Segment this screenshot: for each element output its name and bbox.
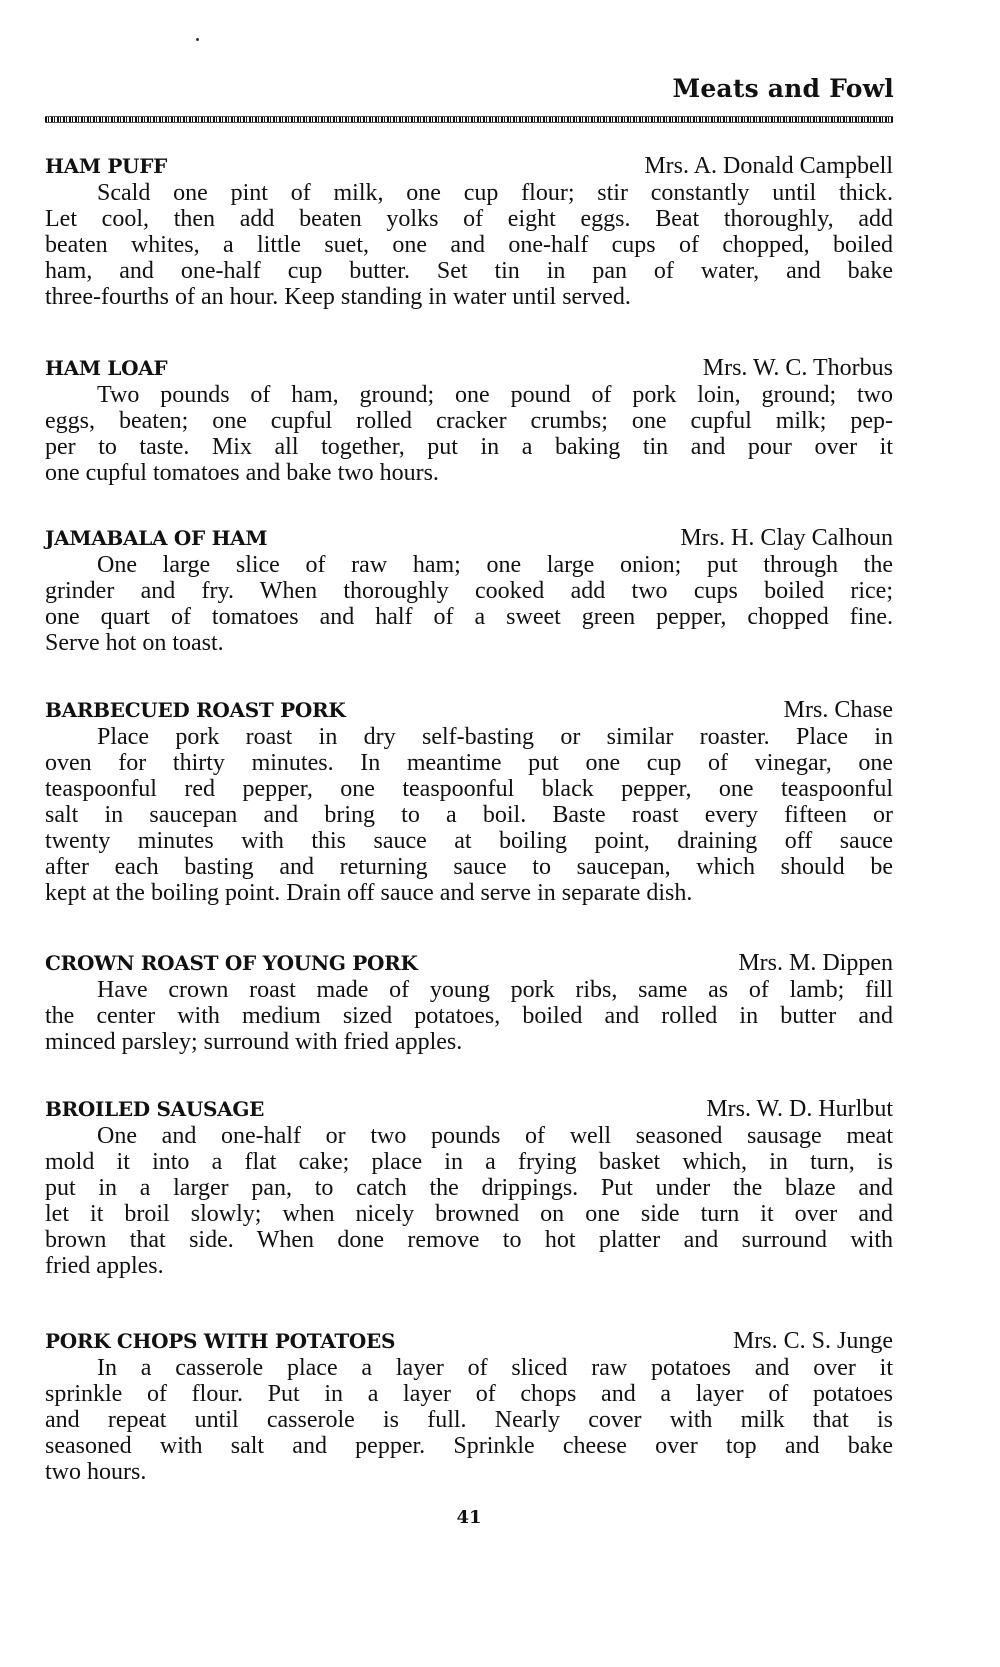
recipe-text-line: grinder and fry. When thoroughly cooked add two cups boiled rice; [45,578,893,604]
recipe-author: Mrs. W. D. Hurlbut [706,1096,893,1122]
recipe-text-line: one quart of tomatoes and half of a sweet green pepper, chopped fine. [45,604,893,630]
recipe-text-line: Serve hot on toast. [45,630,224,656]
recipe-text-line: Two pounds of ham, ground; one pound of pork loin, ground; two [97,382,893,408]
recipe [45,949,893,1055]
recipe-text-line: the center with medium sized potatoes, boiled and rolled in butter and [45,1003,893,1029]
recipe-title: CROWN ROAST OF YOUNG PORK [45,951,418,975]
recipe-text-line: One and one-half or two pounds of well seasoned sausage meat [97,1123,893,1149]
recipe-text-line: In a casserole place a layer of sliced raw potatoes and over it [97,1355,893,1381]
recipe [45,1095,893,1279]
recipe [45,354,893,486]
recipe-text-line: Scald one pint of milk, one cup flour; stir constantly until thick. [97,180,893,206]
recipe-title: BROILED SAUSAGE [45,1097,265,1121]
recipe-header [45,949,893,977]
recipe-text-line: ham, and one-half cup butter. Set tin in pan of water, and bake [45,258,893,284]
recipe-text-line: mold it into a flat cake; place in a frying basket which, in turn, is [45,1149,893,1175]
recipe-header [45,1327,893,1355]
recipe [45,696,893,906]
recipe-text-line: and repeat until casserole is full. Nearly cover with milk that is [45,1407,893,1433]
recipe-text-line: teaspoonful red pepper, one teaspoonful black pepper, one teaspoonful [45,776,893,802]
page-number: 41 [456,1507,482,1528]
recipe-text-line: Let cool, then add beaten yolks of eight eggs. Beat thoroughly, add [45,206,893,232]
section-header: Meats and Fowl [672,74,894,103]
recipe-text-line: One large slice of raw ham; one large onion; put through the [97,552,893,578]
recipe-title: BARBECUED ROAST PORK [45,698,346,722]
recipe-text-line: put in a larger pan, to catch the drippings. Put under the blaze and [45,1175,893,1201]
recipe-text-line: twenty minutes with this sauce at boiling point, draining off sauce [45,828,893,854]
recipe-header [45,152,893,180]
recipe-text-line: eggs, beaten; one cupful rolled cracker crumbs; one cupful milk; pep- [45,408,893,434]
recipe-title: HAM PUFF [45,154,167,178]
decorative-rule [45,116,893,123]
recipe-text-line: fried apples. [45,1253,164,1279]
recipe-header [45,354,893,382]
recipe-text-line: kept at the boiling point. Drain off sauce and serve in separate dish. [45,880,693,906]
recipe-header [45,696,893,724]
recipe-text-line: one cupful tomatoes and bake two hours. [45,460,439,486]
recipe [45,152,893,310]
recipe-text-line: per to taste. Mix all together, put in a baking tin and pour over it [45,434,893,460]
recipe-author: Mrs. A. Donald Campbell [644,153,893,179]
recipe [45,1327,893,1485]
recipe-text-line: Have crown roast made of young pork ribs, same as of lamb; fill [97,977,893,1003]
recipe-header [45,524,893,552]
recipe-text-line: after each basting and returning sauce to saucepan, which should be [45,854,893,880]
recipe-text-line: salt in saucepan and bring to a boil. Baste roast every fifteen or [45,802,893,828]
recipe-text-line: oven for thirty minutes. In meantime put one cup of vinegar, one [45,750,893,776]
recipe-title: JAMABALA OF HAM [45,526,268,550]
recipe-text-line: seasoned with salt and pepper. Sprinkle cheese over top and bake [45,1433,893,1459]
recipe-text-line: sprinkle of flour. Put in a layer of chops and a layer of potatoes [45,1381,893,1407]
recipe [45,524,893,656]
recipe-text-line: minced parsley; surround with fried apples. [45,1029,463,1055]
recipe-text-line: beaten whites, a little suet, one and one-half cups of chopped, boiled [45,232,893,258]
recipe-author: Mrs. H. Clay Calhoun [680,525,893,551]
recipe-text-line: two hours. [45,1459,147,1485]
speck-mark [196,38,199,41]
recipe-author: Mrs. W. C. Thorbus [702,355,893,381]
recipe-text-line: three-fourths of an hour. Keep standing in water until served. [45,284,631,310]
recipe-text-line: brown that side. When done remove to hot platter and surround with [45,1227,893,1253]
recipe-author: Mrs. Chase [783,697,893,723]
recipe-title: PORK CHOPS WITH POTATOES [45,1329,396,1353]
recipe-text-line: Place pork roast in dry self-basting or similar roaster. Place in [97,724,893,750]
recipe-author: Mrs. C. S. Junge [732,1328,893,1354]
recipe-author: Mrs. M. Dippen [738,950,893,976]
recipe-header [45,1095,893,1123]
recipe-title: HAM LOAF [45,356,168,380]
recipe-text-line: let it broil slowly; when nicely browned on one side turn it over and [45,1201,893,1227]
